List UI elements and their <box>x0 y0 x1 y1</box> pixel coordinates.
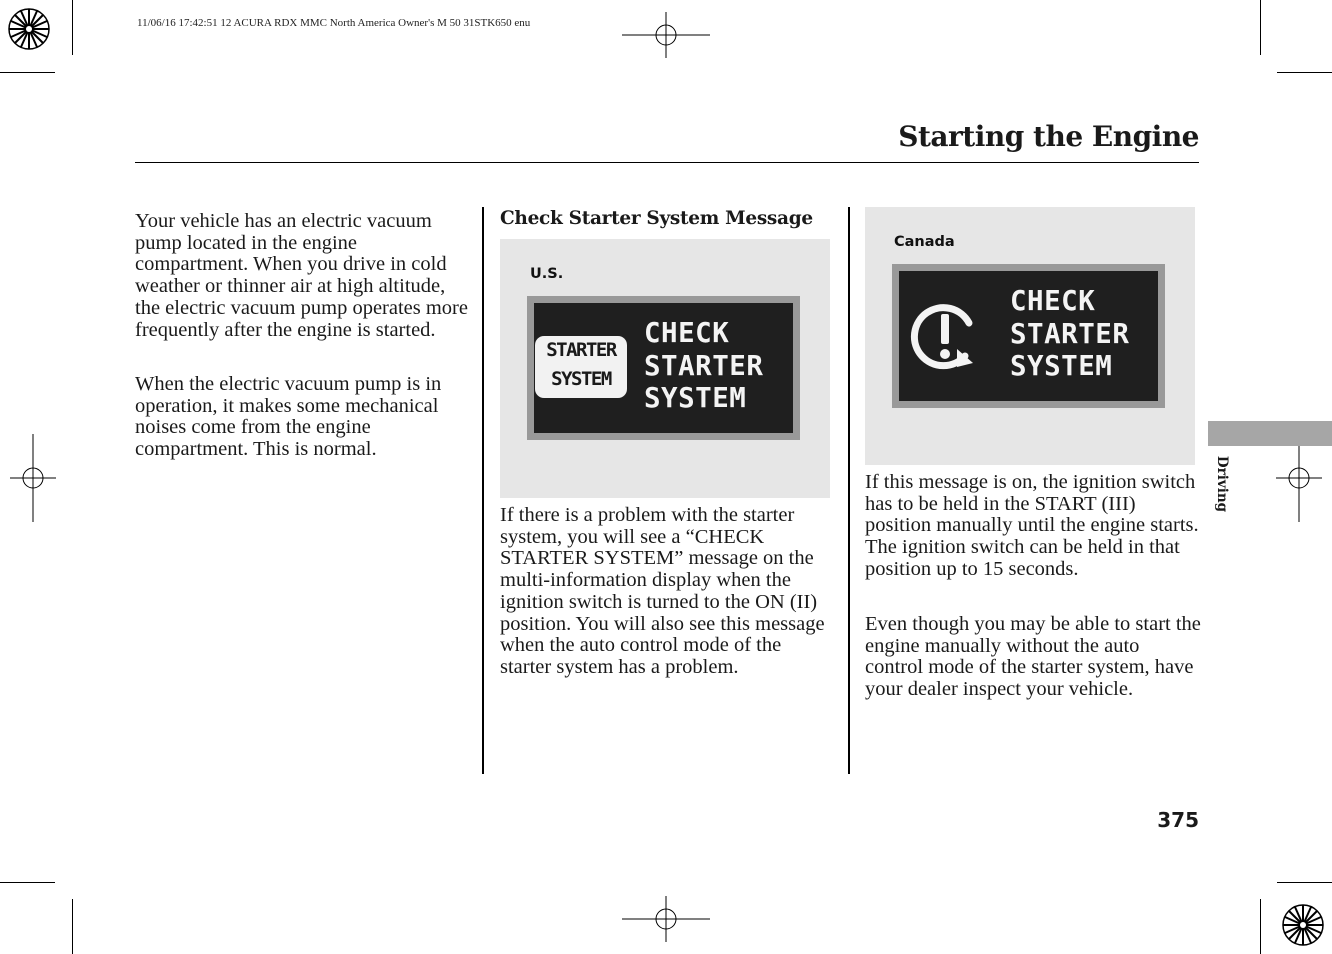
starter-system-warning-icon <box>905 297 985 377</box>
right-paragraph-2: Even though you may be able to start the engine manually without the auto control mode of the starter system, have your dealer inspect your vehicle. <box>865 613 1201 701</box>
us-display-line-2: STARTER <box>644 349 764 382</box>
section-tab-label <box>1212 452 1232 516</box>
indicator-line-2: SYSTEM <box>551 368 611 390</box>
registration-crosshair-top-icon <box>622 12 710 58</box>
section-tab-marker <box>1208 421 1332 446</box>
us-display-line-3: SYSTEM <box>644 382 747 414</box>
us-display-frame <box>527 296 800 440</box>
canada-display-screen <box>899 271 1158 401</box>
right-paragraph-1: If this message is on, the ignition switch has to be held in the START (III) position manually until the engine starts. The ignition switch can be held in that position up to 15 seconds. <box>865 471 1199 580</box>
column-divider-right <box>848 207 850 774</box>
canada-display-message <box>1010 285 1129 383</box>
column-divider-left <box>482 207 484 774</box>
us-display-message <box>644 317 763 415</box>
registration-starburst-top-left-icon <box>0 0 60 60</box>
us-display-figure <box>500 239 830 498</box>
starter-system-indicator-icon <box>535 336 627 398</box>
left-paragraph-1: Your vehicle has an electric vacuum pump located in the engine compartment. When you drive in cold weather or thinner air at high altitude, the electric vacuum pump operates more frequently after the engine is started. <box>135 210 468 341</box>
page-number: 375 <box>1157 808 1199 832</box>
page-title: Starting the Engine <box>898 120 1199 153</box>
canada-display-line-2: STARTER <box>1010 317 1130 350</box>
section-heading: Check Starter System Message <box>500 208 813 229</box>
print-metadata: 11/06/16 17:42:51 12 ACURA RDX MMC North America Owner's M 50 31STK650 enu <box>137 17 531 29</box>
canada-figure-label: Canada <box>894 234 955 250</box>
canada-display-frame <box>892 264 1165 408</box>
registration-crosshair-left-icon <box>10 434 56 522</box>
canada-display-line-1: CHECK <box>1010 285 1096 317</box>
registration-crosshair-right-icon <box>1276 434 1322 522</box>
us-display-line-1: CHECK <box>644 317 730 349</box>
title-divider <box>135 162 1199 163</box>
us-figure-label: U.S. <box>530 266 564 282</box>
canada-display-line-3: SYSTEM <box>1010 350 1113 382</box>
middle-paragraph: If there is a problem with the starter system, you will see a “CHECK STARTER SYSTEM” message on the multi-information display when the ignition switch is turned to the ON (II) position. You will also see this message when the auto control mode of the starter system has a problem. <box>500 504 825 678</box>
us-display-screen <box>534 303 793 433</box>
left-paragraph-2: When the electric vacuum pump is in operation, it makes some mechanical noises come from the engine compartment. This is normal. <box>135 373 442 461</box>
section-tab-text: Driving <box>1214 455 1230 513</box>
registration-starburst-bottom-right-icon <box>1272 894 1332 954</box>
canada-display-figure <box>865 207 1195 465</box>
registration-crosshair-bottom-icon <box>622 896 710 942</box>
indicator-line-1: STARTER <box>546 339 616 361</box>
